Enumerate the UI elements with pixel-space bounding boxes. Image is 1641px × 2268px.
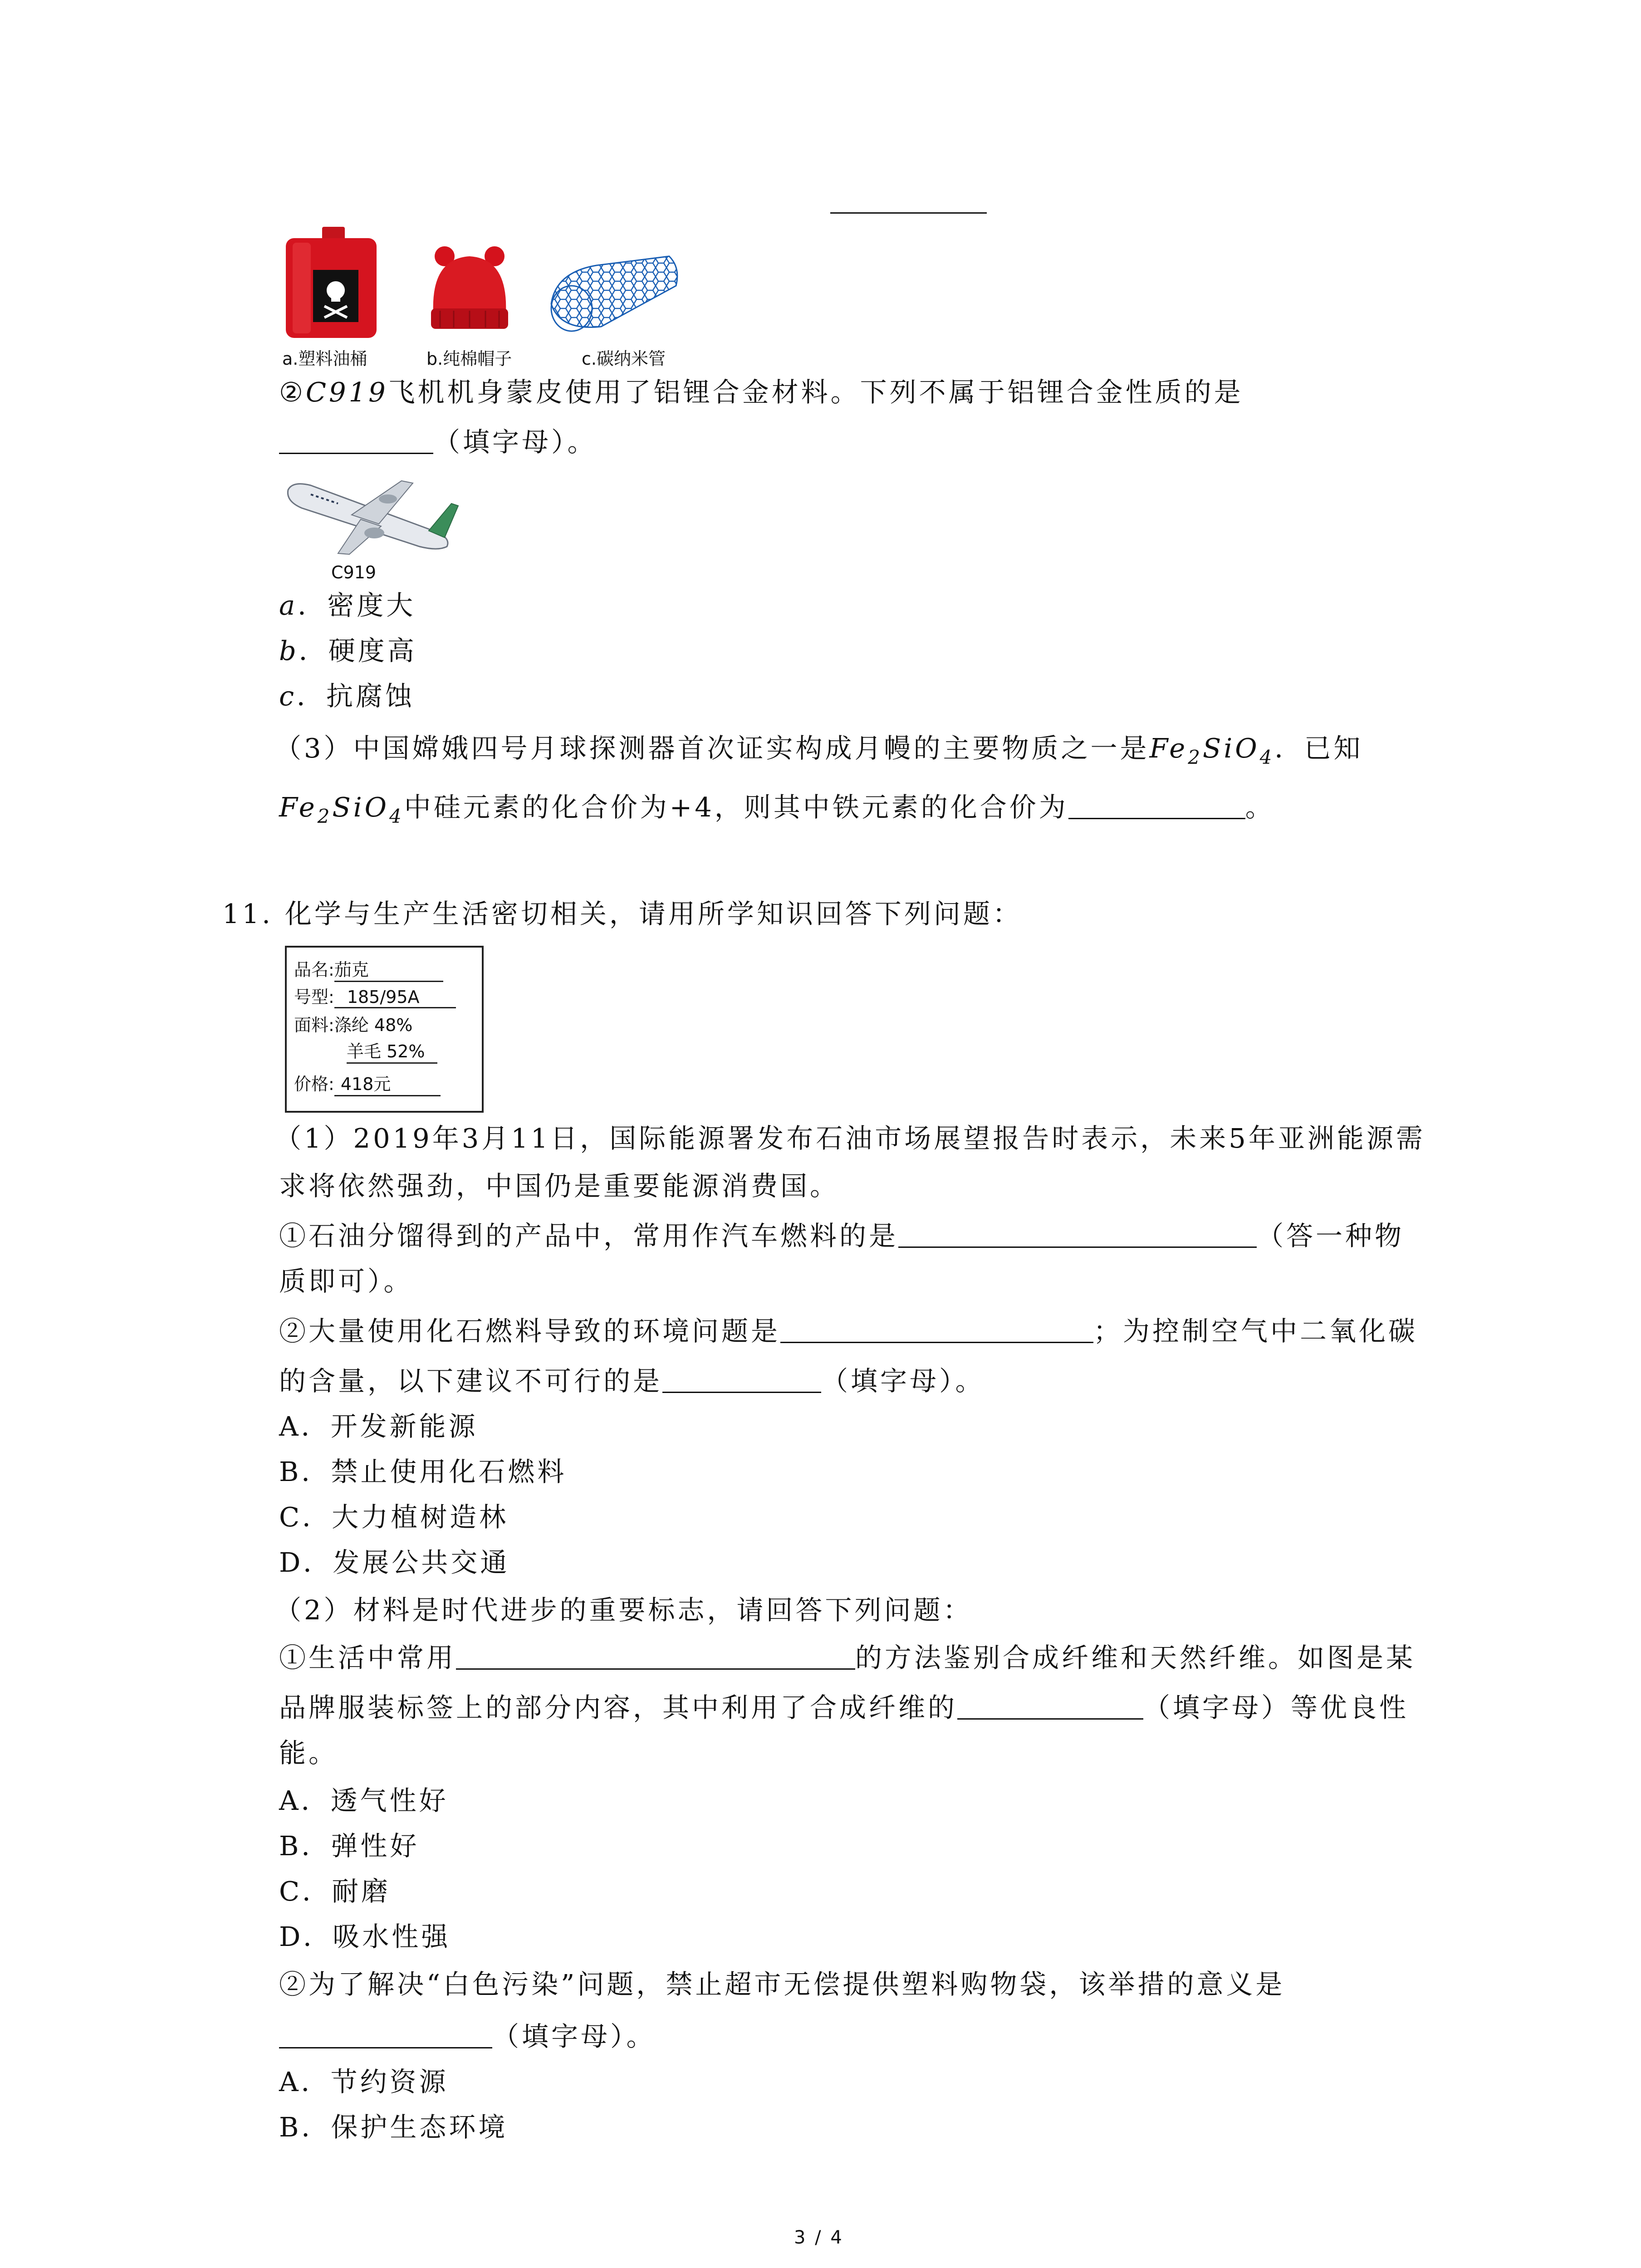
q11-p2-item2-cont: （填字母）。 xyxy=(279,2021,656,2053)
q11-p1-optC: C．大力植树造林 xyxy=(279,1501,509,1533)
q11-p1-line2: 求将依然强劲，中国仍是重要能源消费国。 xyxy=(279,1170,840,1202)
q11-p2-item1-cont: 品牌服装标签上的部分内容，其中利用了合成纤维的 （填字母）等优良性 xyxy=(279,1692,1409,1723)
label-model: 号型: 185/95A xyxy=(294,983,456,1008)
q11-p1-item2-cont: 的含量，以下建议不可行的是 （填字母）。 xyxy=(279,1365,985,1397)
answer-blank[interactable] xyxy=(279,426,433,454)
q10-part3-line2: $Fe_2SiO_4$中硅元素的化合价为+4，则其中铁元素的化合价为 。 xyxy=(279,792,1275,827)
answer-blank[interactable] xyxy=(456,1642,855,1670)
c919-airplane-image xyxy=(284,472,460,562)
carbon-nanotube-image xyxy=(547,254,683,336)
q11-p2-optD: D．吸水性强 xyxy=(279,1921,451,1952)
q11-p1-item1: ①石油分馏得到的产品中，常用作汽车燃料的是 （答一种物 xyxy=(279,1220,1405,1251)
q11-p2-optB: B．弹性好 xyxy=(279,1830,420,1862)
label-price: 价格: 418元 xyxy=(294,1070,441,1096)
label-fabric: 面料:涤纶 48% xyxy=(294,1015,413,1035)
q11-p1-item2: ②大量使用化石燃料导致的环境问题是 ；为控制空气中二氧化碳 xyxy=(279,1315,1418,1347)
q11-p2-item2-optA: A．节约资源 xyxy=(279,2066,449,2097)
q11-p2-optC: C．耐磨 xyxy=(279,1876,391,1907)
q11-p2-item1-cont2: 能。 xyxy=(279,1737,338,1769)
caption-cotton-hat: b.纯棉帽子 xyxy=(426,349,512,369)
clothing-label xyxy=(285,946,484,1113)
page-number: 3 / 4 xyxy=(794,2227,844,2248)
q11-p1-optB: B．禁止使用化石燃料 xyxy=(279,1456,567,1487)
q11-p1-optA: A．开发新能源 xyxy=(279,1411,478,1442)
q10-part3-line1: （3）中国嫦娥四号月球探测器首次证实构成月幔的主要物质之一是$Fe_2SiO_4$．已知 xyxy=(274,733,1363,768)
answer-blank[interactable] xyxy=(780,1315,1093,1343)
answer-blank[interactable] xyxy=(662,1365,821,1393)
q10-item2-line1: ②C919飞机机身蒙皮使用了铝锂合金材料。下列不属于铝锂合金性质的是 xyxy=(279,376,1244,408)
caption-plastic-barrel: a.塑料油桶 xyxy=(282,349,367,369)
q11-p2-item1: ①生活中常用 的方法鉴别合成纤维和天然纤维。如图是某 xyxy=(279,1642,1416,1673)
q10-option-b: b．硬度高 xyxy=(279,635,417,666)
q10-option-c: c．抗腐蚀 xyxy=(279,680,415,712)
label-fabric-2: 羊毛 52% xyxy=(347,1037,437,1064)
plastic-oil-barrel-image xyxy=(281,227,381,340)
answer-blank[interactable] xyxy=(957,1692,1143,1720)
label-name: 品名:茄克 xyxy=(294,956,443,982)
caption-c919: C919 xyxy=(331,562,377,582)
q10-option-a: a．密度大 xyxy=(279,590,416,621)
cotton-hat-image xyxy=(426,245,513,336)
q11-p1-item1-cont: 质即可）。 xyxy=(279,1266,413,1297)
q10-item2-line2: （填字母）。 xyxy=(279,426,597,458)
answer-blank[interactable] xyxy=(1068,792,1245,819)
q11-p2-item2-optB: B．保护生态环境 xyxy=(279,2112,508,2143)
answer-blank[interactable] xyxy=(279,2021,492,2048)
q11-p2-item2: ②为了解决“白色污染”问题，禁止超市无偿提供塑料购物袋，该举措的意义是 xyxy=(279,1969,1285,2000)
q11-stem: 11. 化学与生产生活密切相关，请用所学知识回答下列问题： xyxy=(222,898,1022,929)
q11-p2-line1: （2）材料是时代进步的重要标志，请回答下列问题： xyxy=(274,1594,973,1626)
answer-blank-top xyxy=(830,212,987,214)
q11-p1-optD: D．发展公共交通 xyxy=(279,1547,510,1578)
q11-p1-line1: （1）2019年3月11日，国际能源署发布石油市场展望报告时表示，未来5年亚洲能源需 xyxy=(274,1123,1425,1154)
answer-blank[interactable] xyxy=(898,1220,1257,1248)
q11-p2-optA: A．透气性好 xyxy=(279,1785,449,1816)
caption-nanotube: c.碳纳米管 xyxy=(582,349,666,369)
